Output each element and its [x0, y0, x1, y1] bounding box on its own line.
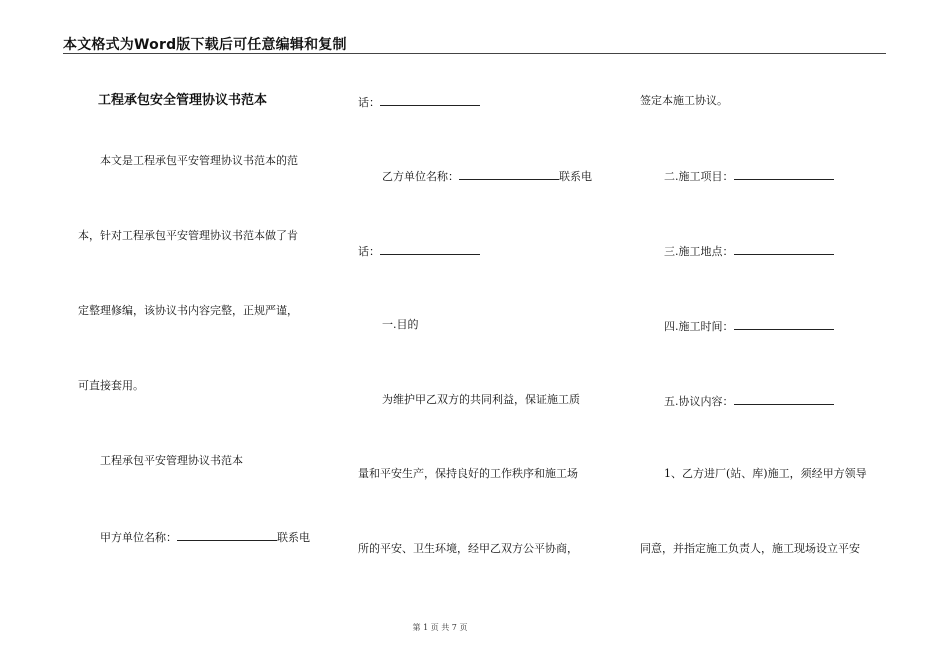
document-header: 本文格式为Word版下载后可任意编辑和复制	[63, 37, 347, 53]
paragraph-line: 可直接套用。	[78, 379, 144, 392]
paragraph-line: 同意，并指定施工负责人，施工现场设立平安	[640, 542, 860, 555]
paragraph-line: 本，针对工程承包平安管理协议书范本做了肯	[78, 229, 298, 242]
location-item-label: 三.施工地点：	[664, 245, 734, 258]
project-item-label: 二.施工项目：	[664, 170, 734, 183]
content-item-blank	[734, 393, 834, 405]
paragraph-line: 为维护甲乙双方的共同利益，保证施工质	[382, 393, 580, 406]
paragraph-line: 定整理修编，该协议书内容完整，正规严谨，	[78, 304, 298, 317]
party-a-phone-label-end: 话：	[358, 96, 380, 109]
location-item-blank	[734, 243, 834, 255]
section-heading-purpose: 一.目的	[382, 318, 419, 331]
paragraph-line: 所的平安、卫生环境，经甲乙双方公平协商，	[358, 542, 578, 555]
page-number: 第 1 页 共 7 页	[412, 623, 468, 632]
paragraph-line: 量和平安生产，保持良好的工作秩序和施工场	[358, 467, 578, 480]
content-item-row	[664, 393, 834, 409]
time-item-label: 四.施工时间：	[664, 320, 734, 333]
party-a-name-label: 甲方单位名称：	[100, 531, 177, 544]
content-item-label: 五.协议内容：	[664, 395, 734, 408]
party-b-phone-label-end: 话：	[358, 245, 380, 258]
time-item-blank	[734, 318, 834, 330]
project-item-row	[664, 168, 834, 184]
time-item-row	[664, 318, 834, 334]
document-title: 工程承包安全管理协议书范本	[98, 93, 268, 108]
paragraph-line: 签定本施工协议。	[640, 94, 728, 107]
party-a-phone-label-start: 联系电	[277, 531, 310, 544]
party-b-phone-label-start: 联系电	[559, 170, 592, 183]
party-b-name-label: 乙方单位名称：	[382, 170, 459, 183]
paragraph-line: 1、乙方进厂(站、库)施工，须经甲方领导	[664, 467, 867, 480]
project-item-blank	[734, 168, 834, 180]
paragraph-line: 本文是工程承包平安管理协议书范本的范	[100, 154, 298, 167]
agreement-subtitle: 工程承包平安管理协议书范本	[100, 454, 243, 467]
location-item-row	[664, 243, 834, 259]
